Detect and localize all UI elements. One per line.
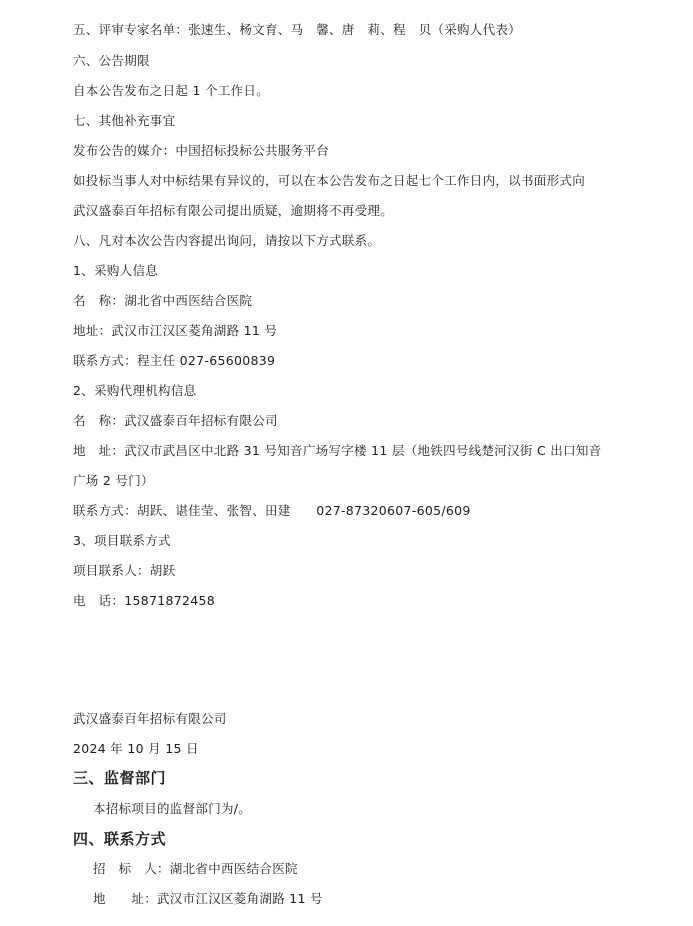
tenderer-line: 招 标 人：湖北省中西医结合医院 [93,861,298,876]
agency-address-line1: 地 址：武汉市武昌区中北路 31 号知音广场写字楼 11 层（地铁四号线楚河汉街 C 出口知音 [73,443,602,458]
project-contact-person: 项目联系人：胡跃 [73,563,176,578]
notice-period-heading: 六、公告期限 [73,53,150,68]
purchaser-address: 地址：武汉市江汉区菱角湖路 11 号 [73,323,278,338]
publish-media-line: 发布公告的媒介：中国招标投标公共服务平台 [73,143,330,158]
notice-period-text: 自本公告发布之日起 1 个工作日。 [73,83,270,98]
contact-heading: 四、联系方式 [73,830,167,848]
agency-name: 名 称：武汉盛泰百年招标有限公司 [73,413,278,428]
review-experts-line: 五、评审专家名单：张速生、杨文育、马 馨、唐 莉、程 贝（采购人代表） [73,22,522,37]
agency-contact: 联系方式：胡跃、谌佳莹、张智、田建 027-87320607-605/609 [73,503,471,518]
objection-text-line2: 武汉盛泰百年招标有限公司提出质疑，逾期将不再受理。 [73,203,394,218]
tenderer-address: 地 址：武汉市江汉区菱角湖路 11 号 [93,891,323,906]
purchaser-info-heading: 1、采购人信息 [73,263,159,278]
purchaser-contact: 联系方式：程主任 027-65600839 [73,353,276,368]
supervision-text: 本招标项目的监督部门为/。 [93,801,252,816]
project-contact-heading: 3、项目联系方式 [73,533,171,548]
agency-info-heading: 2、采购代理机构信息 [73,383,197,398]
signature-date: 2024 年 10 月 15 日 [73,741,199,756]
purchaser-name: 名 称：湖北省中西医结合医院 [73,293,253,308]
other-matters-heading: 七、其他补充事宜 [73,113,176,128]
project-contact-phone: 电 话：15871872458 [73,593,215,608]
agency-address-line2: 广场 2 号门） [73,473,154,488]
objection-text-line1: 如投标当事人对中标结果有异议的，可以在本公告发布之日起七个工作日内，以书面形式向 [73,173,586,188]
supervision-heading: 三、监督部门 [73,769,167,787]
inquiry-heading: 八、凡对本次公告内容提出询问，请按以下方式联系。 [73,233,381,248]
signature-company: 武汉盛泰百年招标有限公司 [73,711,227,726]
